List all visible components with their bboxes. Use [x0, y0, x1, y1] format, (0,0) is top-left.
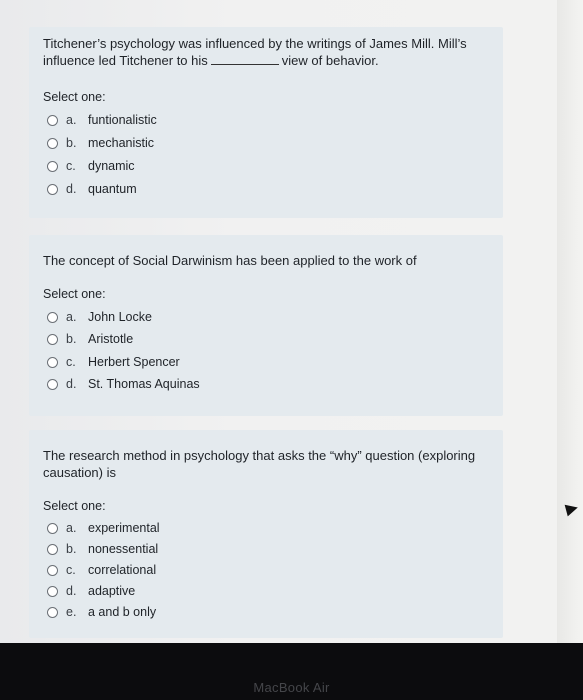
option-label: adaptive: [88, 584, 136, 598]
option-b[interactable]: [47, 540, 158, 558]
option-d[interactable]: [47, 180, 137, 198]
option-letter: b.: [66, 332, 77, 346]
option-letter: b.: [66, 136, 77, 150]
option-letter: a.: [66, 521, 77, 535]
option-d[interactable]: [47, 582, 135, 600]
option-letter: d.: [66, 584, 77, 598]
option-a[interactable]: [47, 519, 160, 537]
option-letter: a.: [66, 113, 77, 127]
radio-unselected-icon[interactable]: [47, 334, 58, 345]
question-card-2: [29, 235, 503, 416]
option-c[interactable]: [47, 561, 156, 579]
radio-unselected-icon[interactable]: [47, 312, 58, 323]
radio-unselected-icon[interactable]: [47, 586, 58, 597]
option-letter: d.: [66, 182, 77, 196]
question-card-1: [29, 27, 503, 218]
radio-unselected-icon[interactable]: [47, 607, 58, 618]
option-label: correlational: [88, 563, 157, 577]
select-one-label: Select one:: [43, 499, 106, 513]
option-letter: c.: [66, 355, 76, 369]
option-c[interactable]: [47, 157, 135, 175]
radio-unselected-icon[interactable]: [47, 523, 58, 534]
option-letter: c.: [66, 563, 76, 577]
option-a[interactable]: [47, 111, 157, 129]
option-c[interactable]: [47, 353, 180, 371]
radio-unselected-icon[interactable]: [47, 544, 58, 555]
select-one-label: Select one:: [43, 287, 106, 301]
select-one-label: Select one:: [43, 90, 106, 104]
option-label: funtionalistic: [88, 113, 157, 127]
radio-unselected-icon[interactable]: [47, 115, 58, 126]
radio-unselected-icon[interactable]: [47, 184, 58, 195]
device-brand-label: MacBook Air: [253, 680, 330, 695]
question-text-after: view of behavior.: [281, 53, 379, 68]
radio-unselected-icon[interactable]: [47, 357, 58, 368]
question-card-3: [29, 430, 503, 638]
option-letter: a.: [66, 310, 77, 324]
option-label: a and b only: [88, 605, 157, 619]
option-label: nonessential: [88, 542, 159, 556]
option-label: experimental: [88, 521, 160, 535]
option-letter: c.: [66, 159, 76, 173]
radio-unselected-icon[interactable]: [47, 138, 58, 149]
option-a[interactable]: [47, 308, 152, 326]
option-letter: e.: [66, 605, 77, 619]
radio-unselected-icon[interactable]: [47, 379, 58, 390]
option-label: John Locke: [88, 310, 152, 324]
option-label: St. Thomas Aquinas: [88, 377, 200, 391]
option-label: Aristotle: [88, 332, 134, 346]
option-b[interactable]: [47, 134, 154, 152]
question-text: The concept of Social Darwinism has been applied to the work of: [43, 253, 417, 268]
option-e[interactable]: [47, 603, 156, 621]
option-letter: b.: [66, 542, 77, 556]
scrollbar-area: [557, 0, 583, 643]
question-text-before: Titchener’s psychology was influenced by the writings of James Mill. Mill’s influence led Titchener to his: [43, 36, 467, 68]
fill-blank: [211, 54, 279, 65]
option-letter: d.: [66, 377, 77, 391]
option-label: dynamic: [88, 159, 135, 173]
radio-unselected-icon[interactable]: [47, 161, 58, 172]
option-label: quantum: [88, 182, 137, 196]
option-label: Herbert Spencer: [88, 355, 180, 369]
option-d[interactable]: [47, 375, 200, 393]
option-label: mechanistic: [88, 136, 154, 150]
question-text: The research method in psychology that asks the “why” question (exploring causation) is: [43, 448, 476, 480]
radio-unselected-icon[interactable]: [47, 565, 58, 576]
option-b[interactable]: [47, 330, 133, 348]
question-text: [43, 35, 483, 69]
